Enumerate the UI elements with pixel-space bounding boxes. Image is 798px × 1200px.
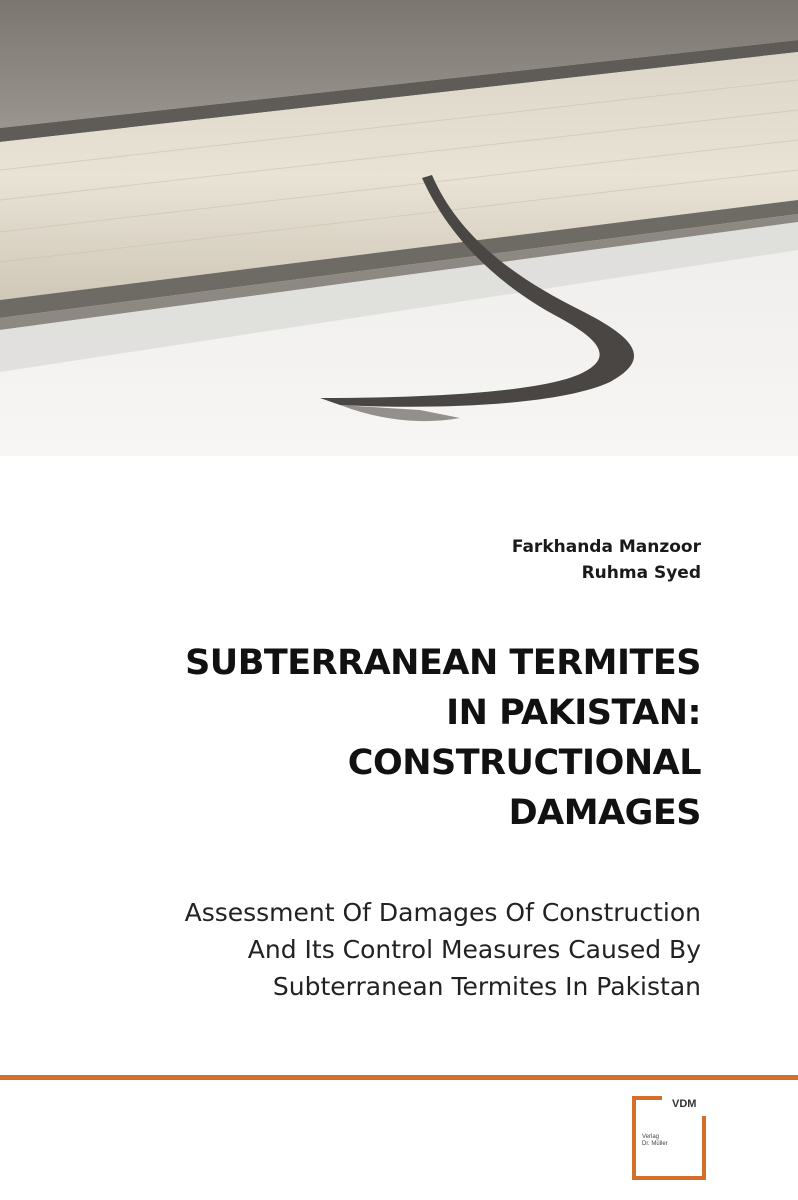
author-list xyxy=(512,534,701,586)
book-with-ribbon-illustration xyxy=(0,0,798,456)
publisher-logo xyxy=(632,1096,712,1184)
title-line: DAMAGES xyxy=(508,793,701,833)
book-subtitle xyxy=(1,894,701,1005)
logo-small-text: Verlag Dr. Müller xyxy=(642,1134,668,1147)
subtitle-line: Assessment Of Damages Of Construction xyxy=(184,898,701,927)
subtitle-line: And Its Control Measures Caused By xyxy=(247,935,701,964)
book-title xyxy=(1,638,701,838)
title-line: IN PAKISTAN: xyxy=(446,693,701,733)
title-line: CONSTRUCTIONAL xyxy=(347,743,701,783)
author-name: Ruhma Syed xyxy=(581,563,701,583)
logo-text: VDM xyxy=(672,1098,697,1110)
accent-divider xyxy=(0,1075,798,1080)
title-line: SUBTERRANEAN TERMITES xyxy=(185,643,701,683)
author-name: Farkhanda Manzoor xyxy=(511,537,701,557)
cover-photo xyxy=(0,0,798,456)
subtitle-line: Subterranean Termites In Pakistan xyxy=(272,972,701,1001)
